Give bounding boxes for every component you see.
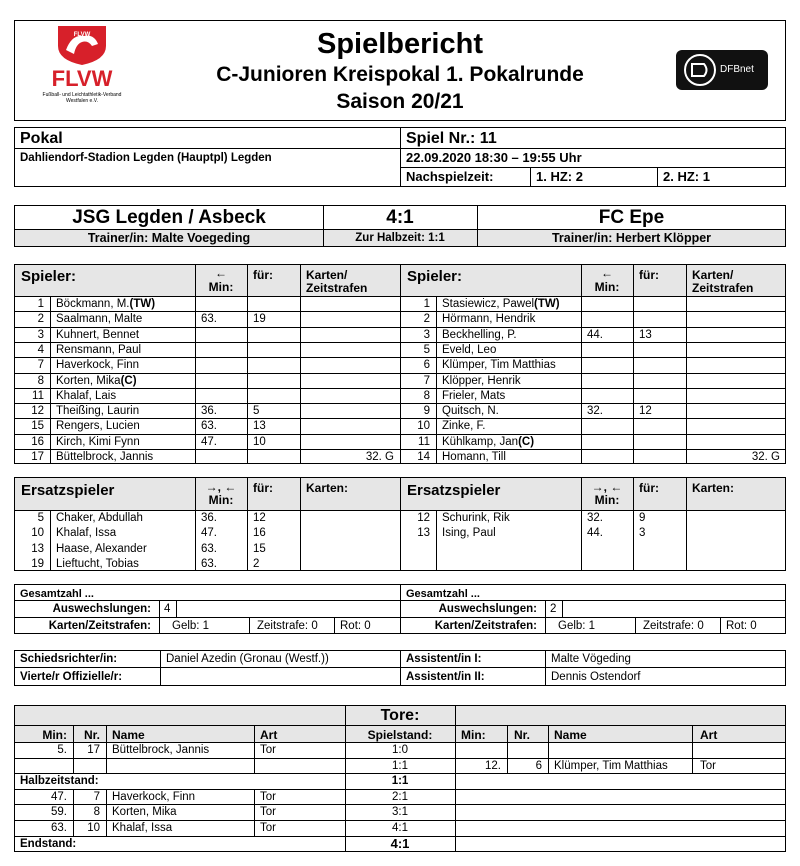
player-name-text: Homann, Till [442, 451, 506, 463]
away-cards-header: Karten/ [692, 268, 734, 282]
player-name-text: Klöpper, Henrik [442, 374, 521, 387]
column-divider [50, 296, 51, 464]
away-timepen-count: Zeitstrafe: 0 [643, 620, 704, 632]
column-divider [633, 264, 634, 464]
column-divider [159, 600, 160, 634]
home-sub-for: 15 [253, 542, 266, 555]
player-name-text: Beckhelling, P. [442, 328, 517, 341]
flvw-logo [52, 24, 112, 66]
goal-score-state: 1:1 [392, 759, 408, 772]
away-player-number: 6 [423, 359, 430, 372]
away-player-sub-minute: 44. [587, 328, 603, 341]
goals-title: Tore: [380, 707, 420, 724]
svg-text:FLVW: FLVW [73, 32, 91, 38]
home-subs-min-header: Min: [208, 493, 234, 507]
home-sub-minute: 36. [201, 512, 217, 524]
player-name-text: Stasiewicz, Pawel [442, 298, 535, 310]
home-sub-minute: 63. [201, 542, 217, 555]
home-subs-count-label: Auswechslungen: [52, 603, 151, 615]
home-goal-number: 8 [93, 806, 100, 819]
home-player-header: Spieler: [21, 268, 77, 285]
away-player-number: 11 [418, 435, 430, 448]
away-player-name [442, 312, 535, 326]
home-player-number: 12 [31, 405, 44, 418]
home-player-name [56, 343, 141, 357]
halftime-label: Halbzeitstand: [20, 775, 99, 788]
home-player-name [56, 404, 139, 418]
assistant-2-name: Dennis Ostendorf [551, 671, 641, 683]
goal-score-state: 4:1 [392, 822, 408, 834]
home-player-number: 15 [31, 420, 44, 433]
dfbnet-label: DFBnet [720, 64, 754, 75]
player-name-text: Böckmann, M. [56, 298, 130, 310]
away-sub-minute: 44. [587, 527, 603, 540]
home-player-sub-for: 5 [253, 405, 260, 418]
player-name-text: Theißing, Laurin [56, 405, 140, 418]
away-player-name [442, 374, 521, 388]
home-sub-name: Haase, Alexander [56, 542, 147, 555]
home-goal-scorer: Haverkock, Finn [112, 790, 196, 803]
player-name-text: Kuhnert, Bennet [56, 328, 140, 341]
away-player-name [442, 328, 517, 342]
home-coach: Trainer/in: Malte Voegeding [87, 231, 251, 245]
home-player-sub-for: 10 [253, 435, 266, 448]
away-subs-arrows-header: →, ← [591, 480, 623, 494]
column-divider [50, 510, 51, 571]
column-divider [254, 725, 255, 773]
venue: Dahliendorf-Stadion Legden (Hauptpl) Legden [20, 152, 272, 164]
away-player-name [442, 435, 534, 449]
home-sub-name: Khalaf, Issa [56, 527, 117, 540]
home-subs-arrows-header: →, ← [205, 480, 237, 494]
home-player-number: 16 [31, 435, 44, 448]
match-number: Spiel Nr.: 11 [406, 130, 497, 147]
away-sub-name: Ising, Paul [442, 527, 496, 540]
home-player-number: 2 [37, 313, 44, 326]
away-player-header: Spieler: [407, 268, 463, 285]
goal-score-state: 2:1 [392, 790, 408, 803]
home-cards-label: Karten/Zeitstrafen: [48, 620, 151, 632]
away-player-number: 3 [423, 328, 430, 341]
home-player-number: 17 [31, 451, 44, 463]
home-goal-scorer: Khalaf, Issa [112, 822, 173, 834]
away-goal-minute: 12. [485, 759, 501, 772]
referee-name: Daniel Azedin (Gronau (Westf.)) [166, 653, 329, 665]
home-sub-number: 19 [31, 557, 44, 570]
away-red-count: Rot: 0 [726, 620, 757, 632]
column-divider [720, 617, 721, 634]
home-player-sub-minute: 63. [201, 420, 217, 433]
column-divider [300, 477, 301, 571]
home-player-name [56, 435, 140, 449]
home-sub-number: 5 [37, 512, 44, 524]
home-goal-scorer: Büttelbrock, Jannis [112, 744, 210, 756]
flvw-logo-text: FLVW [51, 66, 113, 91]
home-player-name [56, 389, 116, 403]
away-sub-number: 12 [417, 512, 430, 524]
away-cards-label: Karten/Zeitstrafen: [434, 620, 537, 632]
overtime-first-half: 1. HZ: 2 [536, 169, 583, 184]
home-goal-minute: 59. [51, 806, 67, 819]
page-title: Spielbericht [317, 28, 483, 60]
column-divider [686, 264, 687, 464]
home-player-name [56, 419, 140, 433]
player-role-tag: (TW) [534, 298, 560, 310]
home-sub-name: Chaker, Abdullah [56, 512, 143, 524]
away-goal-type: Tor [700, 759, 716, 772]
column-divider [686, 477, 687, 571]
goal-score-state: 1:0 [392, 744, 408, 756]
away-player-number: 8 [423, 389, 430, 402]
away-player-number: 2 [423, 313, 430, 326]
away-player-name [442, 358, 556, 372]
column-divider [247, 477, 248, 571]
away-player-name [442, 419, 485, 433]
column-divider [692, 725, 693, 773]
away-coach: Trainer/in: Herbert Klöpper [551, 231, 712, 245]
dfbnet-logo [676, 50, 768, 90]
away-sub-for: 3 [639, 527, 646, 540]
away-goals-name-header: Name [554, 728, 587, 742]
player-name-text: Büttelbrock, Jannis [56, 451, 154, 463]
flvw-logo-subtitle-2: Westfalen e.V. [66, 98, 98, 104]
home-sub-number: 13 [31, 542, 44, 555]
overtime-label: Nachspielzeit: [406, 169, 494, 184]
home-min-header: Min: [208, 280, 234, 294]
away-yellow-count: Gelb: 1 [558, 620, 596, 632]
away-subs-count: 2 [550, 603, 557, 615]
home-goals-name-header: Name [112, 728, 145, 742]
away-player-number: 1 [423, 298, 430, 310]
column-divider [249, 617, 250, 634]
home-goal-type: Tor [260, 822, 276, 834]
home-sub-name: Lieftucht, Tobias [56, 557, 139, 570]
player-name-text: Khalaf, Lais [56, 389, 117, 402]
assistant-1-label: Assistent/in I: [406, 653, 482, 665]
away-subs-header: Ersatzspieler [407, 482, 501, 499]
column-divider [548, 725, 549, 773]
home-goal-number: 17 [87, 744, 100, 756]
player-name-text: Frieler, Mats [442, 389, 506, 402]
column-divider [581, 264, 582, 464]
player-name-text: Zinke, F. [442, 420, 486, 433]
away-min-arrow-header: ← [601, 266, 613, 280]
home-player-sub-for: 19 [253, 313, 266, 326]
column-divider [562, 600, 563, 617]
away-subs-for-header: für: [639, 481, 659, 495]
home-sub-for: 12 [253, 512, 266, 524]
home-player-number: 8 [37, 374, 44, 387]
column-divider [545, 600, 546, 634]
overtime-second-half: 2. HZ: 1 [663, 169, 710, 184]
home-player-name [56, 450, 153, 464]
away-for-header: für: [639, 268, 659, 282]
home-player-number: 7 [37, 359, 44, 372]
column-divider [254, 789, 255, 836]
player-name-text: Rensmann, Paul [56, 343, 142, 356]
home-subs-header: Ersatzspieler [21, 482, 115, 499]
player-name-text: Saalmann, Malte [56, 313, 143, 326]
final-state: 4:1 [390, 835, 410, 851]
home-goals-type-header: Art [260, 728, 278, 742]
away-player-name [442, 343, 496, 357]
flvw-logo-subtitle: Fußball- und Leichtathletik-Verband [42, 92, 122, 98]
home-player-sub-for: 13 [253, 420, 266, 433]
player-name-text: Rengers, Lucien [56, 420, 140, 433]
player-role-tag: (TW) [129, 298, 156, 310]
column-divider [334, 617, 335, 634]
home-player-name [56, 297, 155, 311]
away-player-number: 9 [423, 405, 430, 418]
player-name-text: Eveld, Leo [442, 343, 497, 356]
player-role-tag: (C) [518, 435, 535, 448]
final-score: 4:1 [386, 207, 414, 228]
home-timepen-header: Zeitstrafen [306, 281, 368, 295]
referee-label: Schiedsrichter/in: [20, 653, 118, 665]
home-red-count: Rot: 0 [340, 620, 371, 632]
player-name-text: Kühlkamp, Jan [442, 435, 519, 448]
competition-title: C-Junioren Kreispokal 1. Pokalrunde [216, 63, 584, 86]
away-sub-number: 13 [417, 527, 430, 540]
home-player-sub-minute: 47. [201, 435, 217, 448]
away-sub-minute: 32. [587, 512, 603, 524]
player-name-text: Korten, Mika [56, 374, 121, 387]
home-player-name [56, 358, 139, 372]
away-min-header: Min: [594, 280, 620, 294]
home-goals-h_no-header: Nr. [83, 728, 100, 742]
home-sub-number: 10 [31, 527, 44, 540]
home-goal-type: Tor [260, 806, 276, 819]
away-sub-for: 9 [639, 512, 646, 524]
player-name-text: Hörmann, Hendrik [442, 313, 536, 326]
away-goal-scorer: Klümper, Tim Matthias [554, 759, 668, 772]
away-subs-count-label: Auswechslungen: [438, 603, 537, 615]
away-totals-title: Gesamtzahl ... [406, 588, 480, 600]
home-sub-for: 2 [253, 557, 260, 570]
away-player-sub-for: 12 [639, 405, 652, 418]
column-divider [106, 725, 107, 773]
season-title: Saison 20/21 [336, 90, 464, 113]
column-divider [195, 264, 196, 464]
home-cards-header: Karten/ [306, 268, 348, 282]
column-divider [300, 264, 301, 464]
home-subs-for-header: für: [253, 481, 273, 495]
home-sub-minute: 47. [201, 527, 217, 540]
home-goal-number: 10 [87, 822, 100, 834]
home-player-number: 1 [37, 298, 44, 310]
away-player-name [442, 404, 499, 418]
home-goal-minute: 5. [57, 744, 67, 756]
fourth-official-label: Vierte/r Offizielle/r: [20, 671, 123, 683]
final-label: Endstand: [20, 837, 77, 850]
away-player-sub-for: 13 [639, 328, 652, 341]
home-player-name [56, 312, 142, 326]
away-player-card: 32. G [751, 451, 780, 463]
away-player-number: 10 [417, 420, 430, 433]
assistant-1-name: Malte Vögeding [551, 653, 631, 665]
halftime-score: Zur Halbzeit: 1:1 [355, 232, 445, 244]
match-datetime: 22.09.2020 18:30 – 19:55 Uhr [406, 150, 582, 165]
column-divider [635, 617, 636, 634]
away-player-number: 14 [417, 451, 430, 463]
home-goal-type: Tor [260, 744, 276, 756]
home-player-number: 3 [37, 328, 44, 341]
column-divider [176, 600, 177, 617]
home-goal-number: 7 [93, 790, 100, 803]
row-divider [14, 600, 786, 601]
player-role-tag: (C) [120, 374, 137, 387]
player-name-text: Klümper, Tim Matthias [442, 359, 556, 372]
home-team: JSG Legden / Asbeck [72, 207, 266, 228]
home-player-number: 4 [37, 343, 44, 356]
away-goals-type-header: Art [700, 728, 718, 742]
away-player-number: 7 [423, 374, 430, 387]
home-min-arrow-header: ← [215, 266, 227, 280]
column-divider [633, 477, 634, 571]
away-player-name [442, 389, 505, 403]
away-team: FC Epe [598, 207, 665, 228]
home-player-number: 11 [32, 389, 44, 402]
away-goals-no-header: Nr. [514, 728, 531, 742]
home-goal-scorer: Korten, Mika [112, 806, 177, 819]
player-name-text: Kirch, Kimi Fynn [56, 435, 140, 448]
home-for-header: für: [253, 268, 273, 282]
away-sub-name: Schurink, Rik [442, 512, 510, 524]
home-goal-minute: 63. [51, 822, 67, 834]
player-name-text: Quitsch, N. [442, 405, 499, 418]
player-name-text: Haverkock, Finn [56, 359, 140, 372]
away-player-sub-minute: 32. [587, 405, 603, 418]
home-goal-minute: 47. [51, 790, 67, 803]
away-goals-min-header: Min: [461, 728, 486, 742]
home-subs-cards-header: Karten: [306, 481, 349, 495]
column-divider [247, 264, 248, 464]
away-player-name [442, 450, 506, 464]
home-timepen-count: Zeitstrafe: 0 [257, 620, 318, 632]
home-player-sub-minute: 63. [201, 313, 217, 326]
column-divider [436, 296, 437, 464]
home-sub-minute: 63. [201, 557, 217, 570]
home-yellow-count: Gelb: 1 [172, 620, 210, 632]
home-player-sub-minute: 36. [201, 405, 217, 418]
goals-state-header: Spielstand: [367, 728, 433, 742]
away-goal-number: 6 [535, 759, 542, 772]
competition-type: Pokal [20, 130, 63, 147]
assistant-2-label: Assistent/in II: [406, 671, 485, 683]
home-player-name [56, 374, 137, 388]
home-totals-title: Gesamtzahl ... [20, 588, 94, 600]
column-divider [436, 510, 437, 571]
goals-right-divider [455, 705, 456, 852]
away-subs-cards-header: Karten: [692, 481, 735, 495]
halftime-state: 1:1 [391, 775, 409, 788]
goals-title-divider [14, 725, 786, 726]
goal-score-state: 3:1 [392, 806, 408, 819]
home-subs-count: 4 [164, 603, 171, 615]
home-goals-h_min-header: Min: [42, 728, 67, 742]
row-divider [14, 617, 786, 618]
home-sub-for: 16 [253, 527, 266, 540]
column-divider [106, 789, 107, 836]
away-subs-min-header: Min: [594, 493, 620, 507]
home-player-card: 32. G [365, 451, 394, 463]
away-timepen-header: Zeitstrafen [692, 281, 754, 295]
away-player-number: 5 [423, 343, 430, 356]
away-player-name [442, 297, 560, 311]
home-goal-type: Tor [260, 790, 276, 803]
home-player-name [56, 328, 139, 342]
